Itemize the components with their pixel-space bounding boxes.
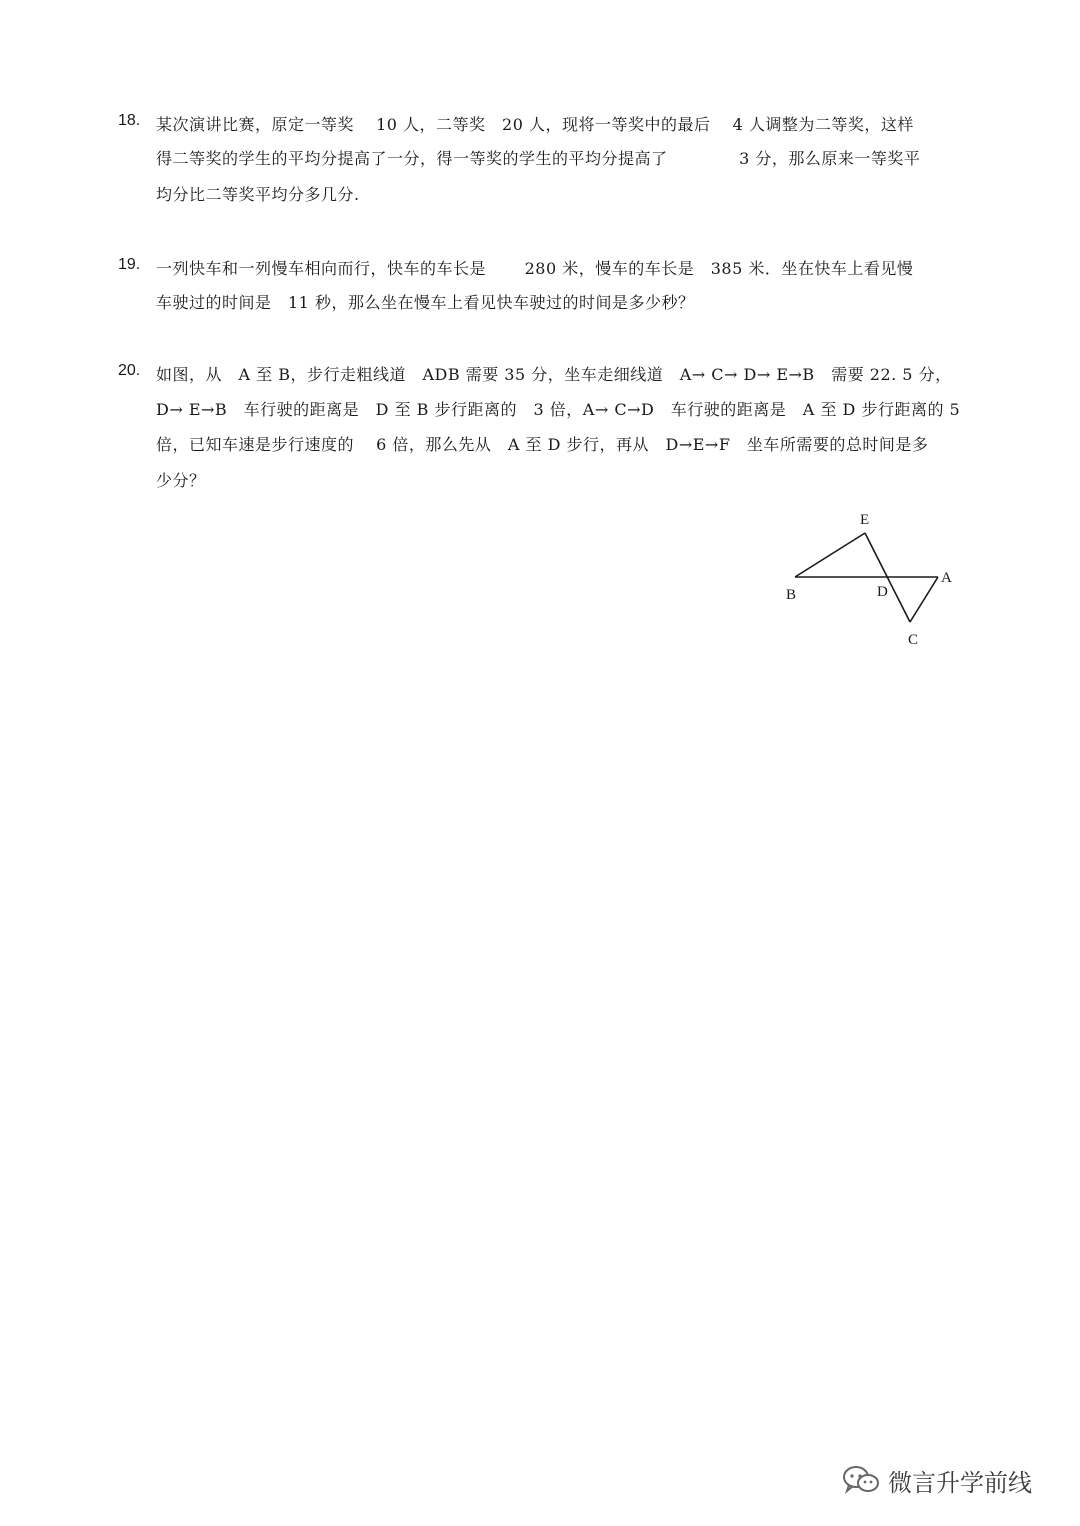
problem-text-line: 一列快车和一列慢车相向而行，快车的车长是 280 米，慢车的车长是 385 米．坐在快车上看见慢 — [156, 259, 914, 278]
edge-b-e — [795, 533, 865, 577]
point-label-e: E — [860, 512, 870, 528]
point-label-c: C — [908, 632, 919, 648]
point-label-d: D — [877, 584, 888, 600]
problem-text-line: D→ E→B 车行驶的距离是 D 至 B 步行距离的 3 倍，A→ C→D 车行驶的距离是 A 至 D 步行距离的 5 — [156, 400, 961, 419]
problem-text-line: 得二等奖的学生的平均分提高了一分，得一等奖的学生的平均分提高了 3 分，那么原来一等奖平 — [156, 149, 921, 168]
wechat-icon — [842, 1464, 880, 1496]
problem-number: 18. — [118, 112, 141, 129]
problem-text-line: 某次演讲比赛，原定一等奖 10 人，二等奖 20 人，现将一等奖中的最后 4 人调整为二等奖，这样 — [156, 115, 914, 134]
problem-text-line: 均分比二等奖平均分多几分. — [156, 185, 360, 204]
point-label-b: B — [786, 587, 797, 603]
geometry-diagram — [770, 500, 970, 660]
watermark — [842, 1462, 1032, 1498]
problem-text-line: 倍，已知车速是步行速度的 6 倍，那么先从 A 至 D 步行，再从 D→E→F 坐车所需要的总时间是多 — [156, 435, 929, 454]
edge-c-a — [910, 577, 938, 622]
problem-text-line: 如图，从 A 至 B，步行走粗线道 ADB 需要 35 分，坐车走细线道 A→ C→ D→ E→B 需要 22. 5 分， — [156, 365, 952, 384]
watermark-text: 微言升学前线 — [888, 1468, 1032, 1497]
problem-text-line: 少分？ — [156, 471, 206, 490]
problem-number: 20. — [118, 362, 141, 379]
point-label-a: A — [941, 570, 952, 586]
problem-text-line: 车驶过的时间是 11 秒，那么坐在慢车上看见快车驶过的时间是多少秒？ — [156, 293, 695, 312]
problem-number: 19. — [118, 256, 141, 273]
